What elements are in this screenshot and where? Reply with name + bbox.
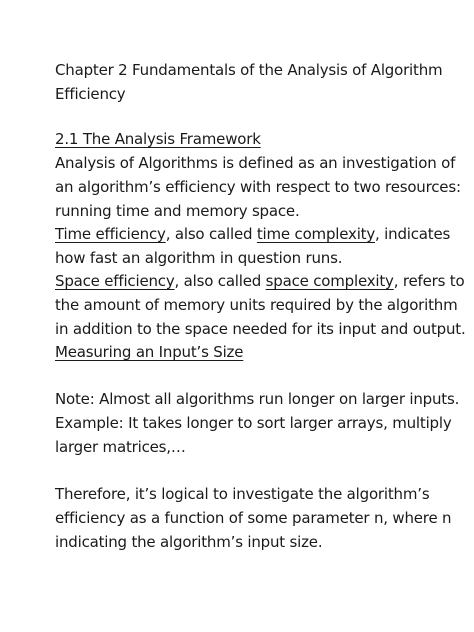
- text-segment: , refers to: [393, 272, 465, 290]
- measuring-input-size-heading: Measuring an Input’s Size: [55, 343, 244, 361]
- space-efficiency-term: Space efficiency: [55, 272, 175, 290]
- section-heading: 2.1 The Analysis Framework: [55, 130, 261, 148]
- time-complexity-term: time complexity: [256, 225, 376, 243]
- paragraph-line: Analysis of Algorithms is defined as an investigation of: [55, 154, 456, 172]
- paragraph-line: Note: Almost all algorithms run longer on larger inputs.: [55, 390, 460, 408]
- chapter-title-line-1: Chapter 2 Fundamentals of the Analysis of Algorithm: [55, 61, 443, 79]
- paragraph-line: running time and memory space.: [55, 202, 300, 220]
- time-efficiency-line: [55, 222, 450, 246]
- text-segment: , also called: [174, 272, 266, 290]
- paragraph-line: the amount of memory units required by the algorithm: [55, 296, 458, 314]
- time-efficiency-term: Time efficiency: [55, 225, 166, 243]
- paragraph-line: Therefore, it’s logical to investigate the algorithm’s: [55, 485, 430, 503]
- paragraph-line: Example: It takes longer to sort larger arrays, multiply: [55, 414, 452, 432]
- paragraph-line: an algorithm’s efficiency with respect to two resources:: [55, 178, 461, 196]
- text-segment: , also called: [165, 225, 257, 243]
- paragraph-line: how fast an algorithm in question runs.: [55, 249, 343, 267]
- paragraph-line: larger matrices,…: [55, 438, 186, 456]
- paragraph-line: indicating the algorithm’s input size.: [55, 533, 323, 551]
- paragraph-line: in addition to the space needed for its input and output.: [55, 320, 466, 338]
- space-complexity-term: space complexity: [265, 272, 394, 290]
- chapter-title-line-2: Efficiency: [55, 85, 126, 103]
- text-segment: , indicates: [375, 225, 451, 243]
- paragraph-line: efficiency as a function of some parameter n, where n: [55, 509, 452, 527]
- space-efficiency-line: [55, 269, 464, 293]
